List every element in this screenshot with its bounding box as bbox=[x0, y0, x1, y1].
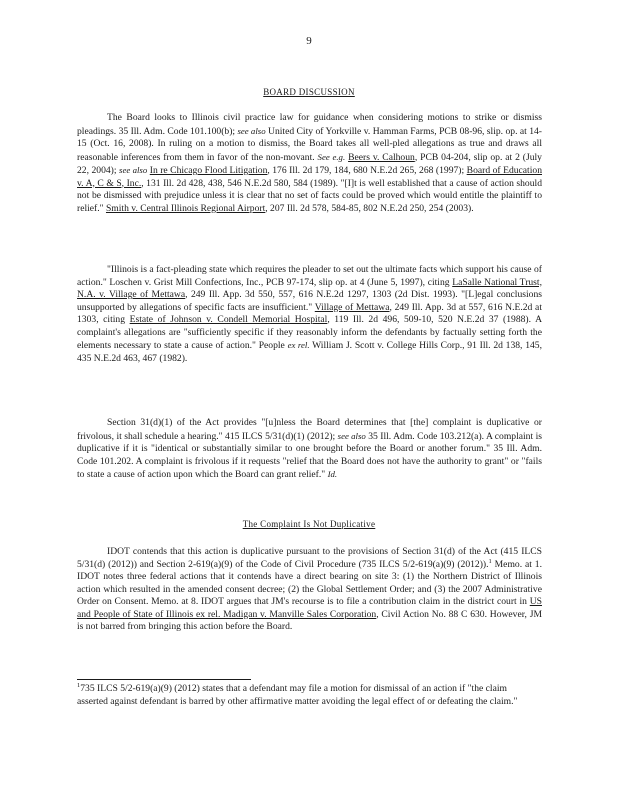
text-run: , PCB 04-204, slip op. at 2 (July 22, 2004); bbox=[77, 151, 542, 176]
case-citation: Estate of Johnson v. Condell Memorial Hospital bbox=[129, 314, 328, 325]
page-number: 9 bbox=[306, 35, 312, 47]
text-run: IDOT contends that this action is duplicative pursuant to the provisions of Section 31(d) of the Act (415 ILCS 5/31(d) (2012)) and Section 2-619(a)(9) of the Code of Civil Procedure (735 ILCS 5/2-619(a)(9) (2012)). bbox=[77, 546, 542, 570]
section-heading-not-duplicative bbox=[0, 519, 618, 529]
footnote-reference[interactable]: 1 bbox=[488, 557, 492, 565]
signal-ex-rel: ex rel. bbox=[287, 340, 310, 350]
text-run: , 207 Ill. 2d 578, 584-85, 802 N.E.2d 250, 254 (2003). bbox=[265, 202, 474, 214]
case-citation: Board of Education v. A, C & S, Inc. bbox=[77, 165, 542, 189]
footnote-text: 735 ILCS 5/2-619(a)(9) (2012) states that a defendant may file a motion for dismissal of an action if "the claim asserted against defendant is barred by other affirmative matter avoiding the legal effect of or defeating the claim." bbox=[77, 683, 518, 707]
case-citation: Smith v. Central Illinois Regional Airport bbox=[105, 202, 266, 214]
case-citation: Village of Mettawa bbox=[314, 301, 390, 313]
heading-text: BOARD DISCUSSION bbox=[263, 87, 355, 97]
signal-see-also: see also bbox=[337, 430, 366, 441]
paragraph-standard-of-review bbox=[77, 112, 542, 215]
signal-see-also: see also bbox=[119, 165, 148, 175]
text-run: , 249 Ill. App. 3d 550, 557, 616 N.E.2d 1297, 1303 (2d Dist. 1993). "[L]egal conclusions unsupported by allegations of specific facts are insufficient." bbox=[77, 289, 542, 313]
text-run: William J. Scott v. College Hills Corp., 91 Ill. 2d 138, 145, 435 N.E.2d 463, 467 (1982). bbox=[77, 340, 542, 364]
heading-text: The Complaint Is Not Duplicative bbox=[242, 519, 376, 529]
text-run: Memo. at 1. IDOT notes three federal actions that it contends have a direct bearing on site 3: (1) the Northern District of Illinois action which resulted in the amended consent decree; (2) the Global Settlement Order; and (3) the 2007 Administrative Order on Consent. Memo. at 8. IDOT argues that JM's recourse is to file a contribution claim in the district court in bbox=[77, 558, 542, 607]
text-run: The Board looks to Illinois civil practice law for guidance when considering motions to strike or dismiss pleadings. 35 Ill. Adm. Code 101.100(b); bbox=[77, 112, 542, 137]
signal-see-eg: See e.g. bbox=[317, 151, 346, 162]
footnote-mark: 1 bbox=[77, 681, 81, 689]
case-citation: LaSalle National Trust, N.A. v. Village of Mettawa bbox=[77, 276, 542, 300]
text-run: , 249 Ill. App. 3d at 557, 616 N.E.2d at 1303, citing bbox=[77, 301, 542, 325]
text-run: , 119 Ill. 2d 496, 509-10, 520 N.E.2d 37 (1988). A complaint's allegations are "sufficiently specific if they reasonably inform the defendants by factually setting forth the elements necessary to state a cause of action." People bbox=[77, 314, 543, 351]
signal-see-also: see also bbox=[237, 125, 266, 136]
text-run: 35 Ill. Adm. Code 103.212(a). A complaint is duplicative if it is "identical or substantially similar to one brought before the Board or another forum." 35 Ill. Adm. Code 101.202. A complaint is frivolous if it requests "relief that the Board does not have the authority to grant" or "fails to state a cause of action upon which the Board can grant relief." bbox=[77, 430, 542, 480]
text-run: , 176 Ill. 2d 179, 184, 680 N.E.2d 265, 268 (1997); bbox=[267, 165, 465, 176]
signal-id: Id. bbox=[327, 469, 338, 479]
text-run: United City of Yorkville v. Hamman Farms, PCB 08-96, slip. op. at 14-15 (Oct. 16, 2008). In ruling on a motion to dismiss, the Board takes all well-pled allegations as true and draws all reasonable inferences from them in favor of the non-movant. bbox=[77, 125, 542, 163]
case-citation: US and People of State of Illinois ex rel. Madigan v. Manville Sales Corporation bbox=[77, 596, 542, 620]
section-heading-board-discussion bbox=[0, 87, 618, 97]
paragraph-section-31d bbox=[77, 417, 542, 482]
footnote bbox=[77, 683, 537, 708]
paragraph-fact-pleading bbox=[77, 264, 542, 365]
case-citation: Beers v. Calhoun bbox=[348, 151, 415, 163]
paragraph-idot-contends bbox=[77, 546, 542, 634]
text-run: "Illinois is a fact-pleading state which requires the pleader to set out the ultimate facts which support his cause of action." Loschen v. Grist Mill Confections, Inc., PCB 97-174, slip op. at 4 (June 5, 1997), citing bbox=[77, 264, 542, 288]
case-citation: In re Chicago Flood Litigation bbox=[149, 165, 268, 176]
text-run: , Civil Action No. 88 C 630. However, JM is not barred from bringing this action before the Board. bbox=[77, 608, 542, 632]
text-run: , 131 Ill. 2d 428, 438, 546 N.E.2d 580, 584 (1989). "[I]t is well established that a cause of action should not be dismissed with prejudice unless it is clear that no set of facts could be proved which would entitle the plaintiff to relief." bbox=[77, 177, 542, 214]
text-run: Section 31(d)(1) of the Act provides "[u]nless the Board determines that [the] complaint is duplicative or frivolous, it shall schedule a hearing." 415 ILCS 5/31(d)(1) (2012); bbox=[77, 417, 542, 442]
footnote-divider bbox=[77, 679, 251, 680]
